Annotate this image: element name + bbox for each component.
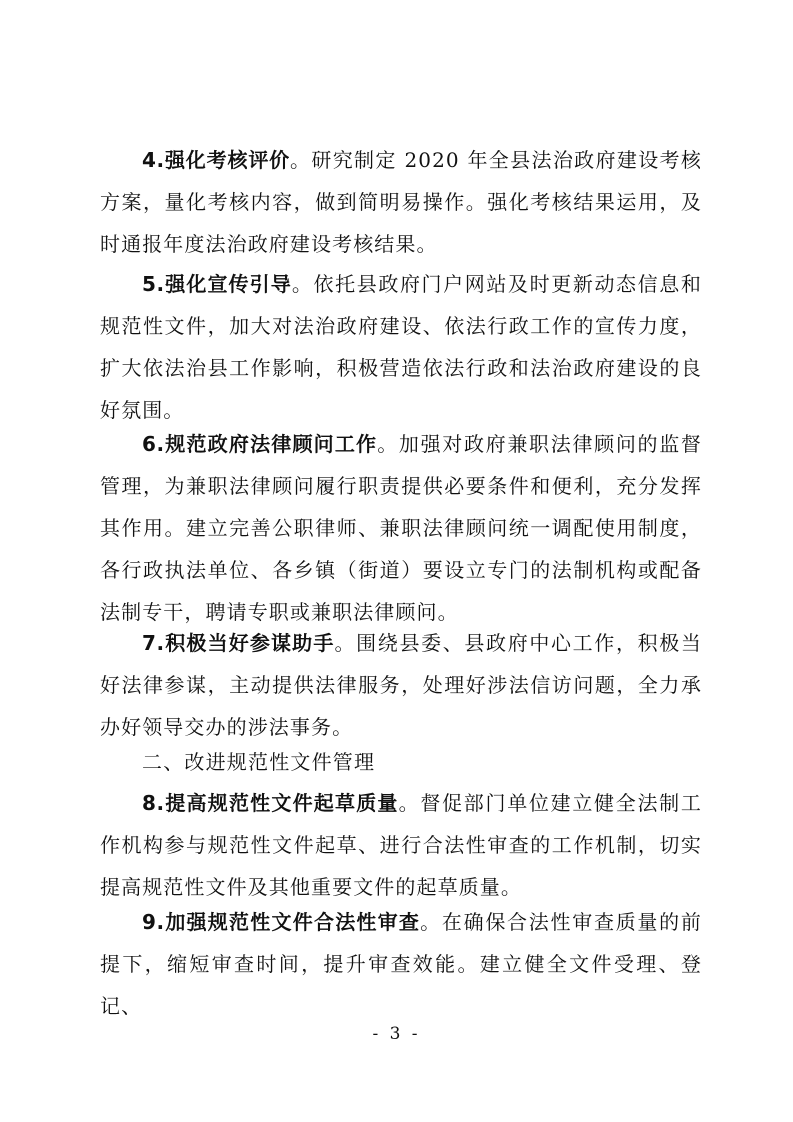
- paragraph-7: [100, 622, 702, 748]
- paragraph-8-text: 。督促部门单位建立健全法制工作机构参与规范性文件起草、进行合法性审查的工作机制，切实提高规范性文件及其他重要文件的起草质量。: [100, 791, 702, 899]
- paragraph-9: [100, 901, 702, 1027]
- paragraph-5-title: 5.强化宣传引导: [142, 272, 292, 296]
- paragraph-9-text: 。在确保合法性审查质量的前提下，缩短审查时间，提升审查效能。建立健全文件受理、登记、: [100, 910, 702, 1018]
- paragraph-6: [100, 423, 702, 633]
- paragraph-9-title: 9.加强规范性文件合法性审查: [142, 910, 421, 934]
- paragraph-5-text: 。依托县政府门户网站及时更新动态信息和规范性文件，加大对法治政府建设、依法行政工作的宣传力度，扩大依法治县工作影响，积极营造依法行政和法治政府建设的良好氛围。: [100, 272, 702, 422]
- paragraph-7-text: 。围绕县委、县政府中心工作，积极当好法律参谋，主动提供法律服务，处理好涉法信访问题，全力承办好领导交办的涉法事务。: [100, 631, 703, 739]
- section-heading: 二、改进规范性文件管理: [142, 750, 376, 774]
- paragraph-4-text: 。研究制定 2020 年全县法治政府建设考核方案，量化考核内容，做到简明易操作。强化考核结果运用，及时通报年度法治政府建设考核结果。: [100, 148, 702, 256]
- paragraph-6-title: 6.规范政府法律顾问工作: [142, 432, 378, 456]
- page-number: - 3 -: [372, 1024, 421, 1044]
- paragraph-8: [100, 782, 702, 908]
- paragraph-4: [100, 139, 702, 265]
- paragraph-8-title: 8.提高规范性文件起草质量: [142, 791, 399, 815]
- paragraph-5: [100, 263, 702, 431]
- paragraph-6-text: 。加强对政府兼职法律顾问的监督管理，为兼职法律顾问履行职责提供必要条件和便利，充分发挥其作用。建立完善公职律师、兼职法律顾问统一调配使用制度，各行政执法单位、各乡镇（街道）要设立专门的法制机构或配备法制专干，聘请专职或兼职法律顾问。: [100, 432, 702, 624]
- paragraph-4-title: 4.强化考核评价: [142, 148, 291, 172]
- paragraph-7-title: 7.积极当好参谋助手: [142, 631, 335, 655]
